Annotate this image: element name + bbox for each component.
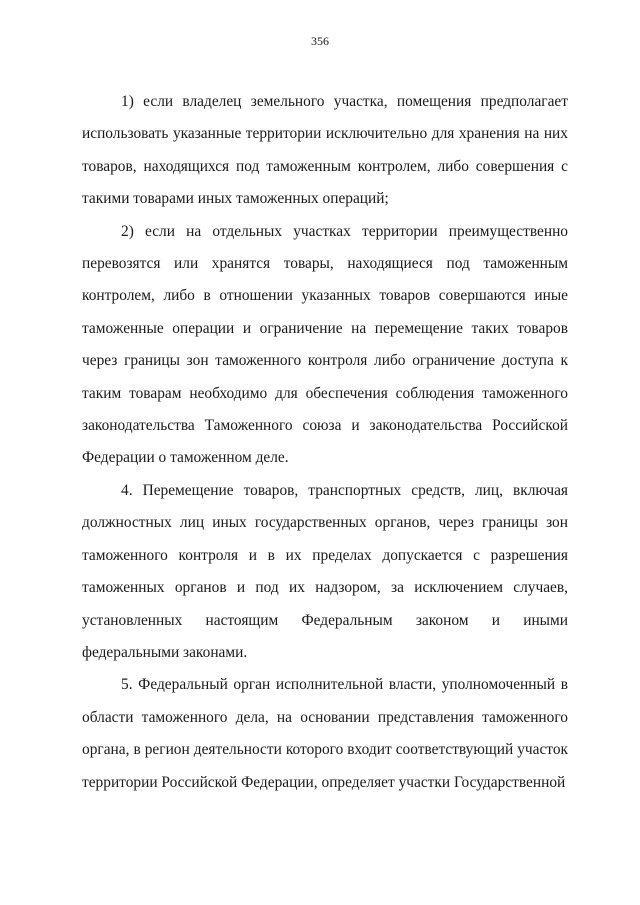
page-number: 356 <box>311 34 329 48</box>
paragraph-2-subitem-2: 2) если на отдельных участках территории преимущественно перевозятся или хранятся товары, находящиеся под таможенным контролем, либо в отношении указанных товаров совершаются иные таможенные операции и ограничение на перемещение таких товаров через границы зон таможенного контроля либо ограничение доступа к таким товарам необходимо для обеспечения соблюдения таможенного законодательства Таможенного союза и законодательства Российской Федерации о таможенном деле. <box>82 222 568 467</box>
paragraph-4-item-5: 5. Федеральный орган исполнительной власти, уполномоченный в области таможенного дела, на основании представления таможенного органа, в регион деятельности которого входит соответствующий участок территории Российской Федерации, определяет участки Государственной <box>82 676 568 791</box>
paragraph-1-subitem-1: 1) если владелец земельного участка, помещения предполагает использовать указанные территории исключительно для хранения на них товаров, находящихся под таможенным контролем, либо совершения с такими товарами иных таможенных операций; <box>82 93 568 208</box>
document-body <box>82 86 568 799</box>
paragraph-3-item-4: 4. Перемещение товаров, транспортных средств, лиц, включая должностных лиц иных государственных органов, через границы зон таможенного контроля и в их пределах допускается с разрешения таможенных органов и под их надзором, за исключением случаев, установленных настоящим Федеральным законом и иными федеральными законами. <box>82 481 568 661</box>
